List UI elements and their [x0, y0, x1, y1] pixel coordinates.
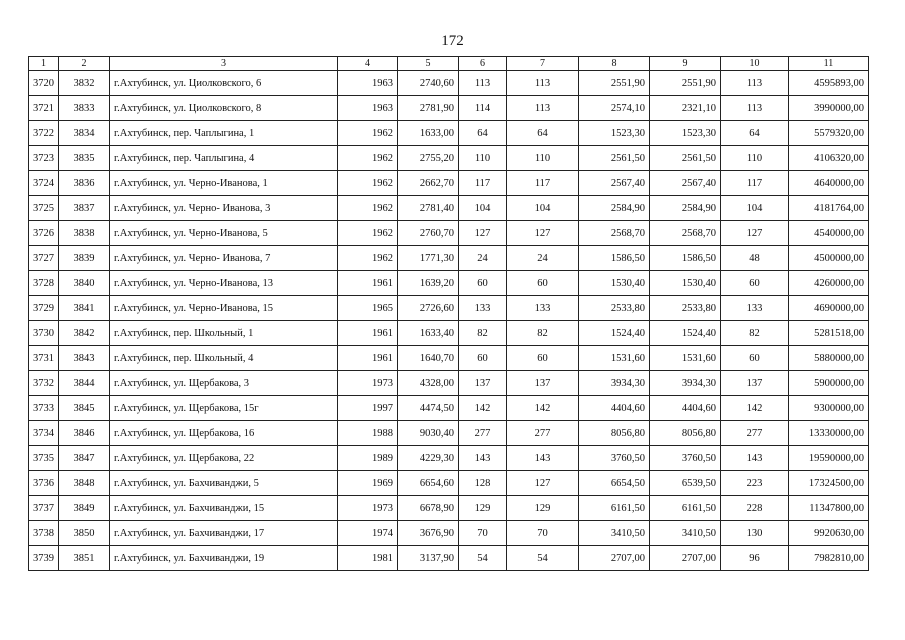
col7-cell: 127: [507, 471, 579, 496]
col7-cell: 277: [507, 421, 579, 446]
col6-cell: 114: [459, 96, 507, 121]
area-cell: 2740,60: [398, 71, 459, 96]
col8-cell: 4404,60: [579, 396, 650, 421]
col9-cell: 2321,10: [650, 96, 721, 121]
col8-cell: 3934,30: [579, 371, 650, 396]
col10-cell: 48: [721, 246, 789, 271]
col9-cell: 1523,30: [650, 121, 721, 146]
col7-cell: 110: [507, 146, 579, 171]
amount-cell: 5900000,00: [789, 371, 869, 396]
col9-cell: 2568,70: [650, 221, 721, 246]
col10-cell: 113: [721, 96, 789, 121]
year-cell: 1974: [338, 521, 398, 546]
col6-cell: 277: [459, 421, 507, 446]
area-cell: 4474,50: [398, 396, 459, 421]
col10-cell: 60: [721, 346, 789, 371]
amount-cell: 5579320,00: [789, 121, 869, 146]
col9-cell: 2561,50: [650, 146, 721, 171]
col7-cell: 60: [507, 271, 579, 296]
col8-cell: 2567,40: [579, 171, 650, 196]
record-id-cell: 3834: [59, 121, 110, 146]
amount-cell: 4595893,00: [789, 71, 869, 96]
column-header-5: 5: [398, 57, 459, 71]
column-header-4: 4: [338, 57, 398, 71]
amount-cell: 19590000,00: [789, 446, 869, 471]
year-cell: 1962: [338, 146, 398, 171]
record-id-cell: 3833: [59, 96, 110, 121]
page-number: 172: [441, 33, 464, 49]
col8-cell: 3760,50: [579, 446, 650, 471]
col10-cell: 142: [721, 396, 789, 421]
col10-cell: 127: [721, 221, 789, 246]
amount-cell: 9300000,00: [789, 396, 869, 421]
table-row: [29, 321, 869, 346]
row-number-cell: 3727: [29, 246, 59, 271]
table-row: [29, 271, 869, 296]
address-cell: г.Ахтубинск, ул. Черно- Иванова, 3: [110, 196, 338, 221]
area-cell: 2781,40: [398, 196, 459, 221]
year-cell: 1962: [338, 171, 398, 196]
area-cell: 4229,30: [398, 446, 459, 471]
col6-cell: 64: [459, 121, 507, 146]
amount-cell: 9920630,00: [789, 521, 869, 546]
year-cell: 1988: [338, 421, 398, 446]
col6-cell: 60: [459, 346, 507, 371]
col8-cell: 1530,40: [579, 271, 650, 296]
amount-cell: 4106320,00: [789, 146, 869, 171]
row-number-cell: 3732: [29, 371, 59, 396]
table-row: [29, 71, 869, 96]
col9-cell: 2707,00: [650, 546, 721, 571]
col8-cell: 2533,80: [579, 296, 650, 321]
table-row: [29, 371, 869, 396]
record-id-cell: 3832: [59, 71, 110, 96]
col9-cell: 4404,60: [650, 396, 721, 421]
area-cell: 3676,90: [398, 521, 459, 546]
col8-cell: 2568,70: [579, 221, 650, 246]
col9-cell: 2533,80: [650, 296, 721, 321]
row-number-cell: 3731: [29, 346, 59, 371]
col9-cell: 1531,60: [650, 346, 721, 371]
row-number-cell: 3722: [29, 121, 59, 146]
column-number-row: [29, 57, 869, 71]
address-cell: г.Ахтубинск, пер. Чаплыгина, 4: [110, 146, 338, 171]
col6-cell: 24: [459, 246, 507, 271]
col9-cell: 2551,90: [650, 71, 721, 96]
amount-cell: 4640000,00: [789, 171, 869, 196]
col10-cell: 137: [721, 371, 789, 396]
col6-cell: 82: [459, 321, 507, 346]
year-cell: 1997: [338, 396, 398, 421]
col10-cell: 104: [721, 196, 789, 221]
amount-cell: 4500000,00: [789, 246, 869, 271]
row-number-cell: 3736: [29, 471, 59, 496]
col9-cell: 1530,40: [650, 271, 721, 296]
amount-cell: 13330000,00: [789, 421, 869, 446]
row-number-cell: 3721: [29, 96, 59, 121]
col7-cell: 117: [507, 171, 579, 196]
row-number-cell: 3737: [29, 496, 59, 521]
record-id-cell: 3844: [59, 371, 110, 396]
row-number-cell: 3730: [29, 321, 59, 346]
table-row: [29, 221, 869, 246]
row-number-cell: 3725: [29, 196, 59, 221]
col9-cell: 1524,40: [650, 321, 721, 346]
column-header-1: 1: [29, 57, 59, 71]
col8-cell: 1523,30: [579, 121, 650, 146]
column-header-6: 6: [459, 57, 507, 71]
address-cell: г.Ахтубинск, пер. Школьный, 1: [110, 321, 338, 346]
column-header-11: 11: [789, 57, 869, 71]
housing-registry-table: [28, 56, 869, 571]
table-row: [29, 96, 869, 121]
area-cell: 1771,30: [398, 246, 459, 271]
col6-cell: 54: [459, 546, 507, 571]
column-header-9: 9: [650, 57, 721, 71]
col6-cell: 137: [459, 371, 507, 396]
area-cell: 6678,90: [398, 496, 459, 521]
row-number-cell: 3735: [29, 446, 59, 471]
col10-cell: 133: [721, 296, 789, 321]
col9-cell: 3410,50: [650, 521, 721, 546]
amount-cell: 5880000,00: [789, 346, 869, 371]
col8-cell: 2574,10: [579, 96, 650, 121]
address-cell: г.Ахтубинск, ул. Циолковского, 6: [110, 71, 338, 96]
record-id-cell: 3846: [59, 421, 110, 446]
column-header-8: 8: [579, 57, 650, 71]
col7-cell: 113: [507, 96, 579, 121]
col7-cell: 64: [507, 121, 579, 146]
col10-cell: 130: [721, 521, 789, 546]
address-cell: г.Ахтубинск, ул. Циолковского, 8: [110, 96, 338, 121]
address-cell: г.Ахтубинск, ул. Щербакова, 22: [110, 446, 338, 471]
year-cell: 1962: [338, 196, 398, 221]
year-cell: 1973: [338, 496, 398, 521]
col10-cell: 110: [721, 146, 789, 171]
col8-cell: 6161,50: [579, 496, 650, 521]
area-cell: 1639,20: [398, 271, 459, 296]
year-cell: 1961: [338, 346, 398, 371]
year-cell: 1965: [338, 296, 398, 321]
col9-cell: 3760,50: [650, 446, 721, 471]
row-number-cell: 3728: [29, 271, 59, 296]
col9-cell: 2567,40: [650, 171, 721, 196]
col6-cell: 129: [459, 496, 507, 521]
col9-cell: 6539,50: [650, 471, 721, 496]
record-id-cell: 3848: [59, 471, 110, 496]
table-row: [29, 546, 869, 571]
area-cell: 1633,40: [398, 321, 459, 346]
table-row: [29, 496, 869, 521]
year-cell: 1963: [338, 71, 398, 96]
column-header-7: 7: [507, 57, 579, 71]
year-cell: 1962: [338, 221, 398, 246]
col9-cell: 8056,80: [650, 421, 721, 446]
record-id-cell: 3836: [59, 171, 110, 196]
table-row: [29, 446, 869, 471]
table-row: [29, 346, 869, 371]
amount-cell: 3990000,00: [789, 96, 869, 121]
amount-cell: 4260000,00: [789, 271, 869, 296]
address-cell: г.Ахтубинск, пер. Школьный, 4: [110, 346, 338, 371]
col7-cell: 137: [507, 371, 579, 396]
year-cell: 1963: [338, 96, 398, 121]
row-number-cell: 3734: [29, 421, 59, 446]
amount-cell: 5281518,00: [789, 321, 869, 346]
col6-cell: 117: [459, 171, 507, 196]
table-row: [29, 146, 869, 171]
col8-cell: 2707,00: [579, 546, 650, 571]
area-cell: 1640,70: [398, 346, 459, 371]
year-cell: 1973: [338, 371, 398, 396]
address-cell: г.Ахтубинск, ул. Бахчиванджи, 19: [110, 546, 338, 571]
amount-cell: 4690000,00: [789, 296, 869, 321]
col9-cell: 3934,30: [650, 371, 721, 396]
col8-cell: 2551,90: [579, 71, 650, 96]
area-cell: 2760,70: [398, 221, 459, 246]
table-header: [29, 57, 869, 71]
area-cell: 4328,00: [398, 371, 459, 396]
row-number-cell: 3733: [29, 396, 59, 421]
column-header-10: 10: [721, 57, 789, 71]
column-header-2: 2: [59, 57, 110, 71]
table-row: [29, 421, 869, 446]
table-row: [29, 121, 869, 146]
col6-cell: 128: [459, 471, 507, 496]
col7-cell: 142: [507, 396, 579, 421]
record-id-cell: 3837: [59, 196, 110, 221]
col7-cell: 127: [507, 221, 579, 246]
address-cell: г.Ахтубинск, ул. Бахчиванджи, 15: [110, 496, 338, 521]
year-cell: 1961: [338, 271, 398, 296]
record-id-cell: 3845: [59, 396, 110, 421]
row-number-cell: 3723: [29, 146, 59, 171]
amount-cell: 4540000,00: [789, 221, 869, 246]
address-cell: г.Ахтубинск, ул. Черно- Иванова, 7: [110, 246, 338, 271]
year-cell: 1981: [338, 546, 398, 571]
address-cell: г.Ахтубинск, ул. Черно-Иванова, 5: [110, 221, 338, 246]
year-cell: 1962: [338, 121, 398, 146]
col10-cell: 117: [721, 171, 789, 196]
col10-cell: 113: [721, 71, 789, 96]
col6-cell: 104: [459, 196, 507, 221]
col6-cell: 110: [459, 146, 507, 171]
table-row: [29, 296, 869, 321]
record-id-cell: 3843: [59, 346, 110, 371]
address-cell: г.Ахтубинск, ул. Щербакова, 16: [110, 421, 338, 446]
record-id-cell: 3839: [59, 246, 110, 271]
table-row: [29, 396, 869, 421]
col8-cell: 3410,50: [579, 521, 650, 546]
col8-cell: 2561,50: [579, 146, 650, 171]
year-cell: 1969: [338, 471, 398, 496]
address-cell: г.Ахтубинск, ул. Щербакова, 15г: [110, 396, 338, 421]
row-number-cell: 3738: [29, 521, 59, 546]
amount-cell: 4181764,00: [789, 196, 869, 221]
address-cell: г.Ахтубинск, пер. Чаплыгина, 1: [110, 121, 338, 146]
amount-cell: 7982810,00: [789, 546, 869, 571]
col9-cell: 6161,50: [650, 496, 721, 521]
row-number-cell: 3729: [29, 296, 59, 321]
table-row: [29, 471, 869, 496]
col7-cell: 54: [507, 546, 579, 571]
row-number-cell: 3726: [29, 221, 59, 246]
col9-cell: 2584,90: [650, 196, 721, 221]
col6-cell: 70: [459, 521, 507, 546]
record-id-cell: 3841: [59, 296, 110, 321]
col8-cell: 8056,80: [579, 421, 650, 446]
col7-cell: 129: [507, 496, 579, 521]
record-id-cell: 3851: [59, 546, 110, 571]
year-cell: 1989: [338, 446, 398, 471]
area-cell: 2781,90: [398, 96, 459, 121]
table-row: [29, 171, 869, 196]
table-row: [29, 246, 869, 271]
table-row: [29, 196, 869, 221]
address-cell: г.Ахтубинск, ул. Бахчиванджи, 5: [110, 471, 338, 496]
area-cell: 9030,40: [398, 421, 459, 446]
col7-cell: 104: [507, 196, 579, 221]
area-cell: 6654,60: [398, 471, 459, 496]
table-row: [29, 521, 869, 546]
address-cell: г.Ахтубинск, ул. Черно-Иванова, 13: [110, 271, 338, 296]
column-header-3: 3: [110, 57, 338, 71]
record-id-cell: 3835: [59, 146, 110, 171]
col10-cell: 143: [721, 446, 789, 471]
col7-cell: 70: [507, 521, 579, 546]
col8-cell: 1586,50: [579, 246, 650, 271]
row-number-cell: 3739: [29, 546, 59, 571]
col7-cell: 143: [507, 446, 579, 471]
col6-cell: 113: [459, 71, 507, 96]
col9-cell: 1586,50: [650, 246, 721, 271]
area-cell: 2726,60: [398, 296, 459, 321]
col10-cell: 82: [721, 321, 789, 346]
col10-cell: 64: [721, 121, 789, 146]
col6-cell: 127: [459, 221, 507, 246]
col10-cell: 60: [721, 271, 789, 296]
address-cell: г.Ахтубинск, ул. Черно-Иванова, 15: [110, 296, 338, 321]
record-id-cell: 3847: [59, 446, 110, 471]
record-id-cell: 3840: [59, 271, 110, 296]
year-cell: 1961: [338, 321, 398, 346]
col6-cell: 133: [459, 296, 507, 321]
year-cell: 1962: [338, 246, 398, 271]
address-cell: г.Ахтубинск, ул. Щербакова, 3: [110, 371, 338, 396]
amount-cell: 17324500,00: [789, 471, 869, 496]
col7-cell: 82: [507, 321, 579, 346]
area-cell: 1633,00: [398, 121, 459, 146]
col6-cell: 143: [459, 446, 507, 471]
col10-cell: 277: [721, 421, 789, 446]
record-id-cell: 3850: [59, 521, 110, 546]
record-id-cell: 3842: [59, 321, 110, 346]
row-number-cell: 3724: [29, 171, 59, 196]
col7-cell: 133: [507, 296, 579, 321]
col8-cell: 2584,90: [579, 196, 650, 221]
col8-cell: 1531,60: [579, 346, 650, 371]
row-number-cell: 3720: [29, 71, 59, 96]
col7-cell: 60: [507, 346, 579, 371]
col8-cell: 1524,40: [579, 321, 650, 346]
col7-cell: 24: [507, 246, 579, 271]
col6-cell: 60: [459, 271, 507, 296]
col6-cell: 142: [459, 396, 507, 421]
address-cell: г.Ахтубинск, ул. Черно-Иванова, 1: [110, 171, 338, 196]
record-id-cell: 3838: [59, 221, 110, 246]
area-cell: 2755,20: [398, 146, 459, 171]
amount-cell: 11347800,00: [789, 496, 869, 521]
table-body: [29, 71, 869, 571]
col8-cell: 6654,50: [579, 471, 650, 496]
col10-cell: 223: [721, 471, 789, 496]
area-cell: 3137,90: [398, 546, 459, 571]
col10-cell: 228: [721, 496, 789, 521]
area-cell: 2662,70: [398, 171, 459, 196]
col10-cell: 96: [721, 546, 789, 571]
col7-cell: 113: [507, 71, 579, 96]
address-cell: г.Ахтубинск, ул. Бахчиванджи, 17: [110, 521, 338, 546]
record-id-cell: 3849: [59, 496, 110, 521]
